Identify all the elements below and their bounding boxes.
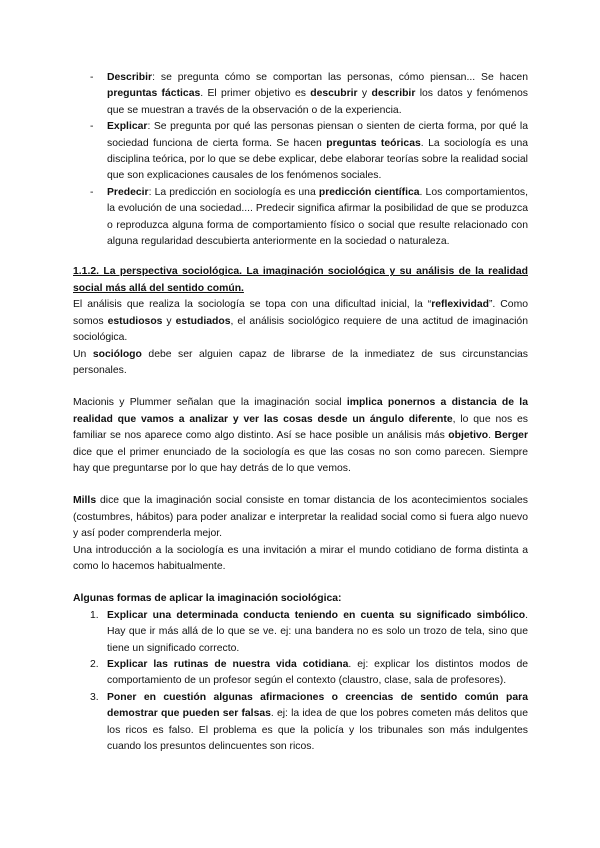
item-number: 1. [90, 609, 99, 621]
bold-run: Explicar las rutinas de nuestra vida cotidiana [107, 659, 349, 670]
bold-run: Explicar una determinada conducta teniendo en cuenta su significado simbólico [107, 609, 526, 621]
paragraph: El análisis que realiza la sociología se topa con una dificultad inicial, la “reflexividad”. Como somos estudiosos y estudiados, el análisis sociológico requiere de una actitud de imaginación sociológica. [73, 299, 528, 344]
item-number: 3. [90, 691, 99, 703]
bold-run: sociólogo [92, 348, 142, 360]
bullet-item: - Predecir: La predicción en sociología es una predicción científica. Los comportamientos, la evolución de una sociedad.... Predecir significa afirmar la posibilidad de que se produzca o reproduzca alguna forma de comportamiento físico o social que resulte relacionado con alguna regularidad descubierta anteriormente en la sociedad o naturaleza. [73, 185, 528, 251]
numbered-item: 3. Poner en cuestión algunas afirmaciones o creencias de sentido común para demostrar que pueden ser falsas. ej: la idea de que los pobres cometen más delitos que los ricos es falso. El problema es que la policía y los tribunales son más indulgentes cuando los presuntos delincuentes son ricos. [90, 691, 528, 753]
bold-run: Poner en cuestión algunas afirmaciones o creencias de sentido común para demostrar que pueden ser falsas [107, 691, 528, 720]
sociological-imagination-list [73, 608, 528, 756]
bold-run: implica ponernos a distancia de la realidad que vamos a analizar y ver las cosas desde un ángulo diferente [73, 397, 528, 425]
bold-run: Mills [73, 495, 97, 507]
numbered-item: 2. Explicar las rutinas de nuestra vida cotidiana. ej: explicar los distintos modos de comportamiento de un profesor según el contexto (claustro, clase, sala de profesores). [90, 659, 528, 687]
paragraph: Macionis y Plummer señalan que la imaginación social implica ponernos a distancia de la realidad que vamos a analizar y ver las cosas desde un ángulo diferente, lo que nos es familiar se nos aparece como algo distinto. Así se hace posible un análisis más objetivo. Berger dice que el primer enunciado de la sociología es que las cosas no son como parecen. Siempre hay que preguntarse por lo que hay detrás de lo que vemos. [73, 397, 528, 474]
list-title: Algunas formas de aplicar la imaginación sociológica: [73, 593, 342, 605]
paragraph: Una introducción a la sociología es una invitación a mirar el mundo cotidiano de forma distinta a como lo hacemos habitualmente. [73, 544, 528, 572]
objectives-list [73, 70, 528, 250]
bold-run: objetivo [448, 430, 489, 442]
section-heading: 1.1.2. La perspectiva sociológica. La imaginación sociológica y su análisis de la realidad social más allá del sentido común. [73, 266, 528, 294]
document-page [73, 70, 528, 755]
paragraph: Un sociólogo debe ser alguien capaz de librarse de la inmediatez de sus circunstancias personales. [73, 348, 529, 376]
bullet-term: Explicar [107, 121, 148, 133]
bullet-item: - Explicar: Se pregunta por qué las personas piensan o sienten de cierta forma, por qué la sociedad funciona de cierta forma. Se hacen preguntas teóricas. La sociología es una disciplina teórica, por lo que se debe explicar, debe elaborar teorías sobre la realidad social que son explicaciones causales de los fenómenos sociales. [73, 119, 528, 185]
numbered-item: 1. Explicar una determinada conducta teniendo en cuenta su significado simbólico. Hay que ir más allá de lo que se ve. ej: una bandera no es solo un trozo de tela, sino que tiene un significado correcto. [90, 609, 528, 654]
item-number: 2. [90, 659, 99, 670]
paragraph: Mills dice que la imaginación social consiste en tomar distancia de los acontecimientos sociales (costumbres, hábitos) para poder analizar e interpretar la realidad social como si fuera algo nuevo y así poder comprenderla mejor. [73, 495, 528, 540]
bullet-term: Predecir [107, 186, 149, 198]
bullet-term: Describir [107, 72, 153, 83]
bold-run: preguntas fácticas [107, 88, 201, 100]
bold-run: descubrir [310, 88, 358, 100]
bold-run: Berger [494, 430, 528, 442]
bold-run: predicción científica [318, 186, 420, 198]
bold-run: preguntas teóricas [326, 137, 421, 149]
bullet-item: - Describir: se pregunta cómo se comportan las personas, cómo piensan... Se hacen preguntas fácticas. El primer objetivo es descubrir y describir los datos y fenómenos que se muestran a través de la observación o de la experiencia. [73, 70, 528, 119]
bold-run: estudiosos [107, 315, 163, 327]
bold-run: estudiados [175, 315, 231, 327]
bold-run: reflexividad [431, 299, 489, 311]
bold-run: describir [371, 88, 416, 100]
